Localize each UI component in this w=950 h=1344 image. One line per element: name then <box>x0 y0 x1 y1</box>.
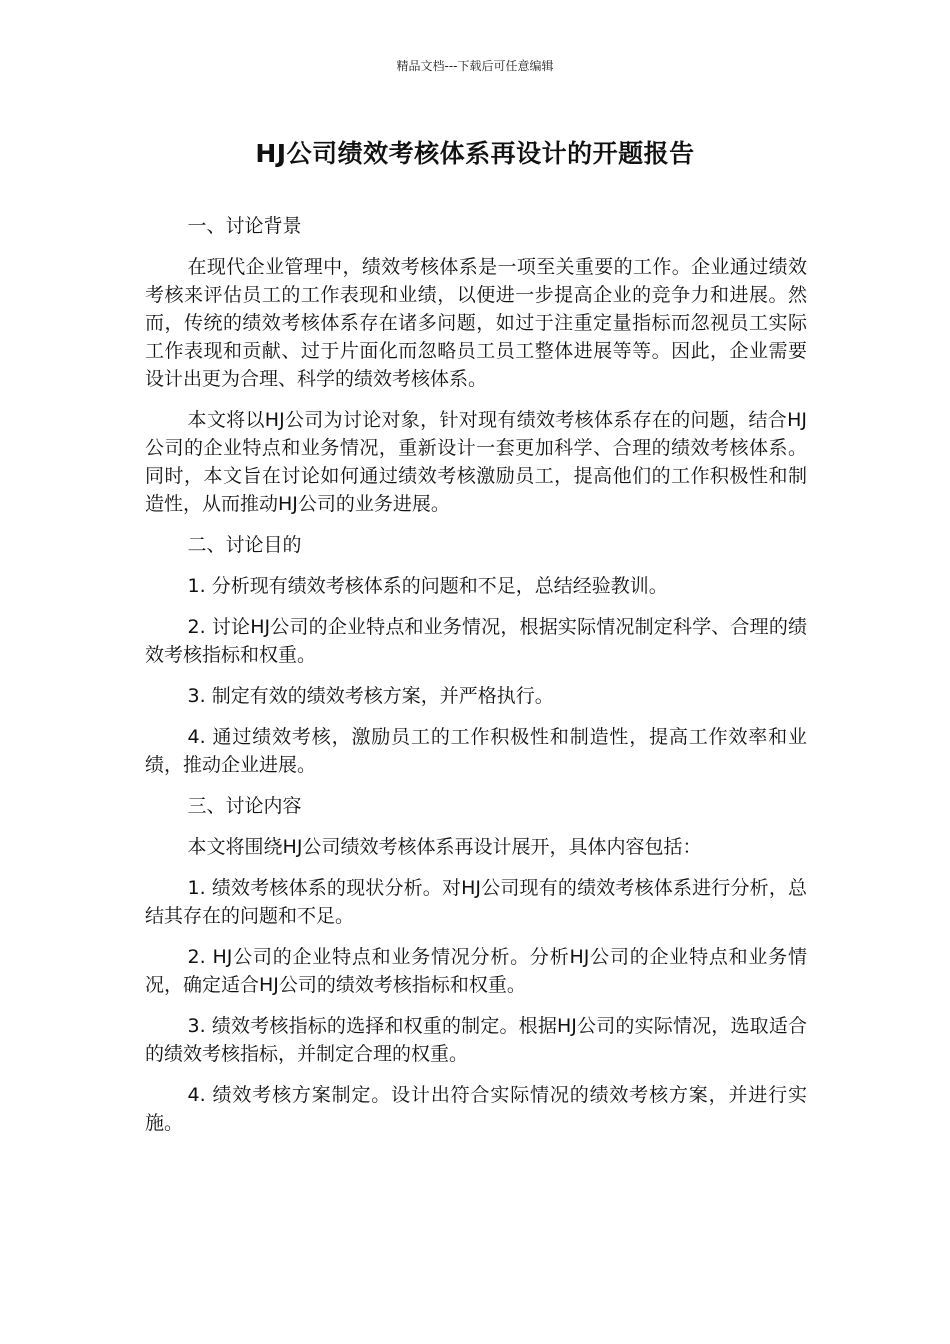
section-heading-purpose: 二、讨论目的 <box>187 534 302 556</box>
document-body <box>145 212 807 1150</box>
list-item: 3. 绩效考核指标的选择和权重的制定。根据HJ公司的实际情况，选取适合的绩效考核指标，并制定合理的权重。 <box>145 1015 807 1065</box>
paragraph: 本文将围绕HJ公司绩效考核体系再设计展开，具体内容包括： <box>187 836 702 858</box>
document-title: HJ公司绩效考核体系再设计的开题报告 <box>255 139 695 168</box>
paragraph: 在现代企业管理中，绩效考核体系是一项至关重要的工作。企业通过绩效考核来评估员工的工作表现和业绩，以便进一步提高企业的竞争力和进展。然而，传统的绩效考核体系存在诸多问题，如过于注重定量指标而忽视员工实际工作表现和贡献、过于片面化而忽略员工员工整体进展等等。因此，企业需要设计出更为合理、科学的绩效考核体系。 <box>145 256 807 390</box>
section-heading-background: 一、讨论背景 <box>187 215 302 237</box>
list-item: 3. 制定有效的绩效考核方案，并严格执行。 <box>187 685 554 707</box>
section-heading-content: 三、讨论内容 <box>187 795 302 817</box>
page-header: 精品文档---下载后可任意编辑 <box>396 59 554 73</box>
list-item: 2. HJ公司的企业特点和业务情况分析。分析HJ公司的企业特点和业务情况，确定适合HJ公司的绩效考核指标和权重。 <box>145 946 807 996</box>
list-item: 4. 绩效考核方案制定。设计出符合实际情况的绩效考核方案，并进行实施。 <box>145 1084 807 1134</box>
list-item: 1. 分析现有绩效考核体系的问题和不足，总结经验教训。 <box>187 575 668 597</box>
list-item: 1. 绩效考核体系的现状分析。对HJ公司现有的绩效考核体系进行分析，总结其存在的问题和不足。 <box>145 877 807 927</box>
list-item: 2. 讨论HJ公司的企业特点和业务情况，根据实际情况制定科学、合理的绩效考核指标和权重。 <box>145 616 807 666</box>
list-item: 4. 通过绩效考核，激励员工的工作积极性和制造性，提高工作效率和业绩，推动企业进展。 <box>145 726 807 776</box>
paragraph: 本文将以HJ公司为讨论对象，针对现有绩效考核体系存在的问题，结合HJ公司的企业特点和业务情况，重新设计一套更加科学、合理的绩效考核体系。同时，本文旨在讨论如何通过绩效考核激励员工，提高他们的工作积极性和制造性，从而推动HJ公司的业务进展。 <box>145 409 807 515</box>
